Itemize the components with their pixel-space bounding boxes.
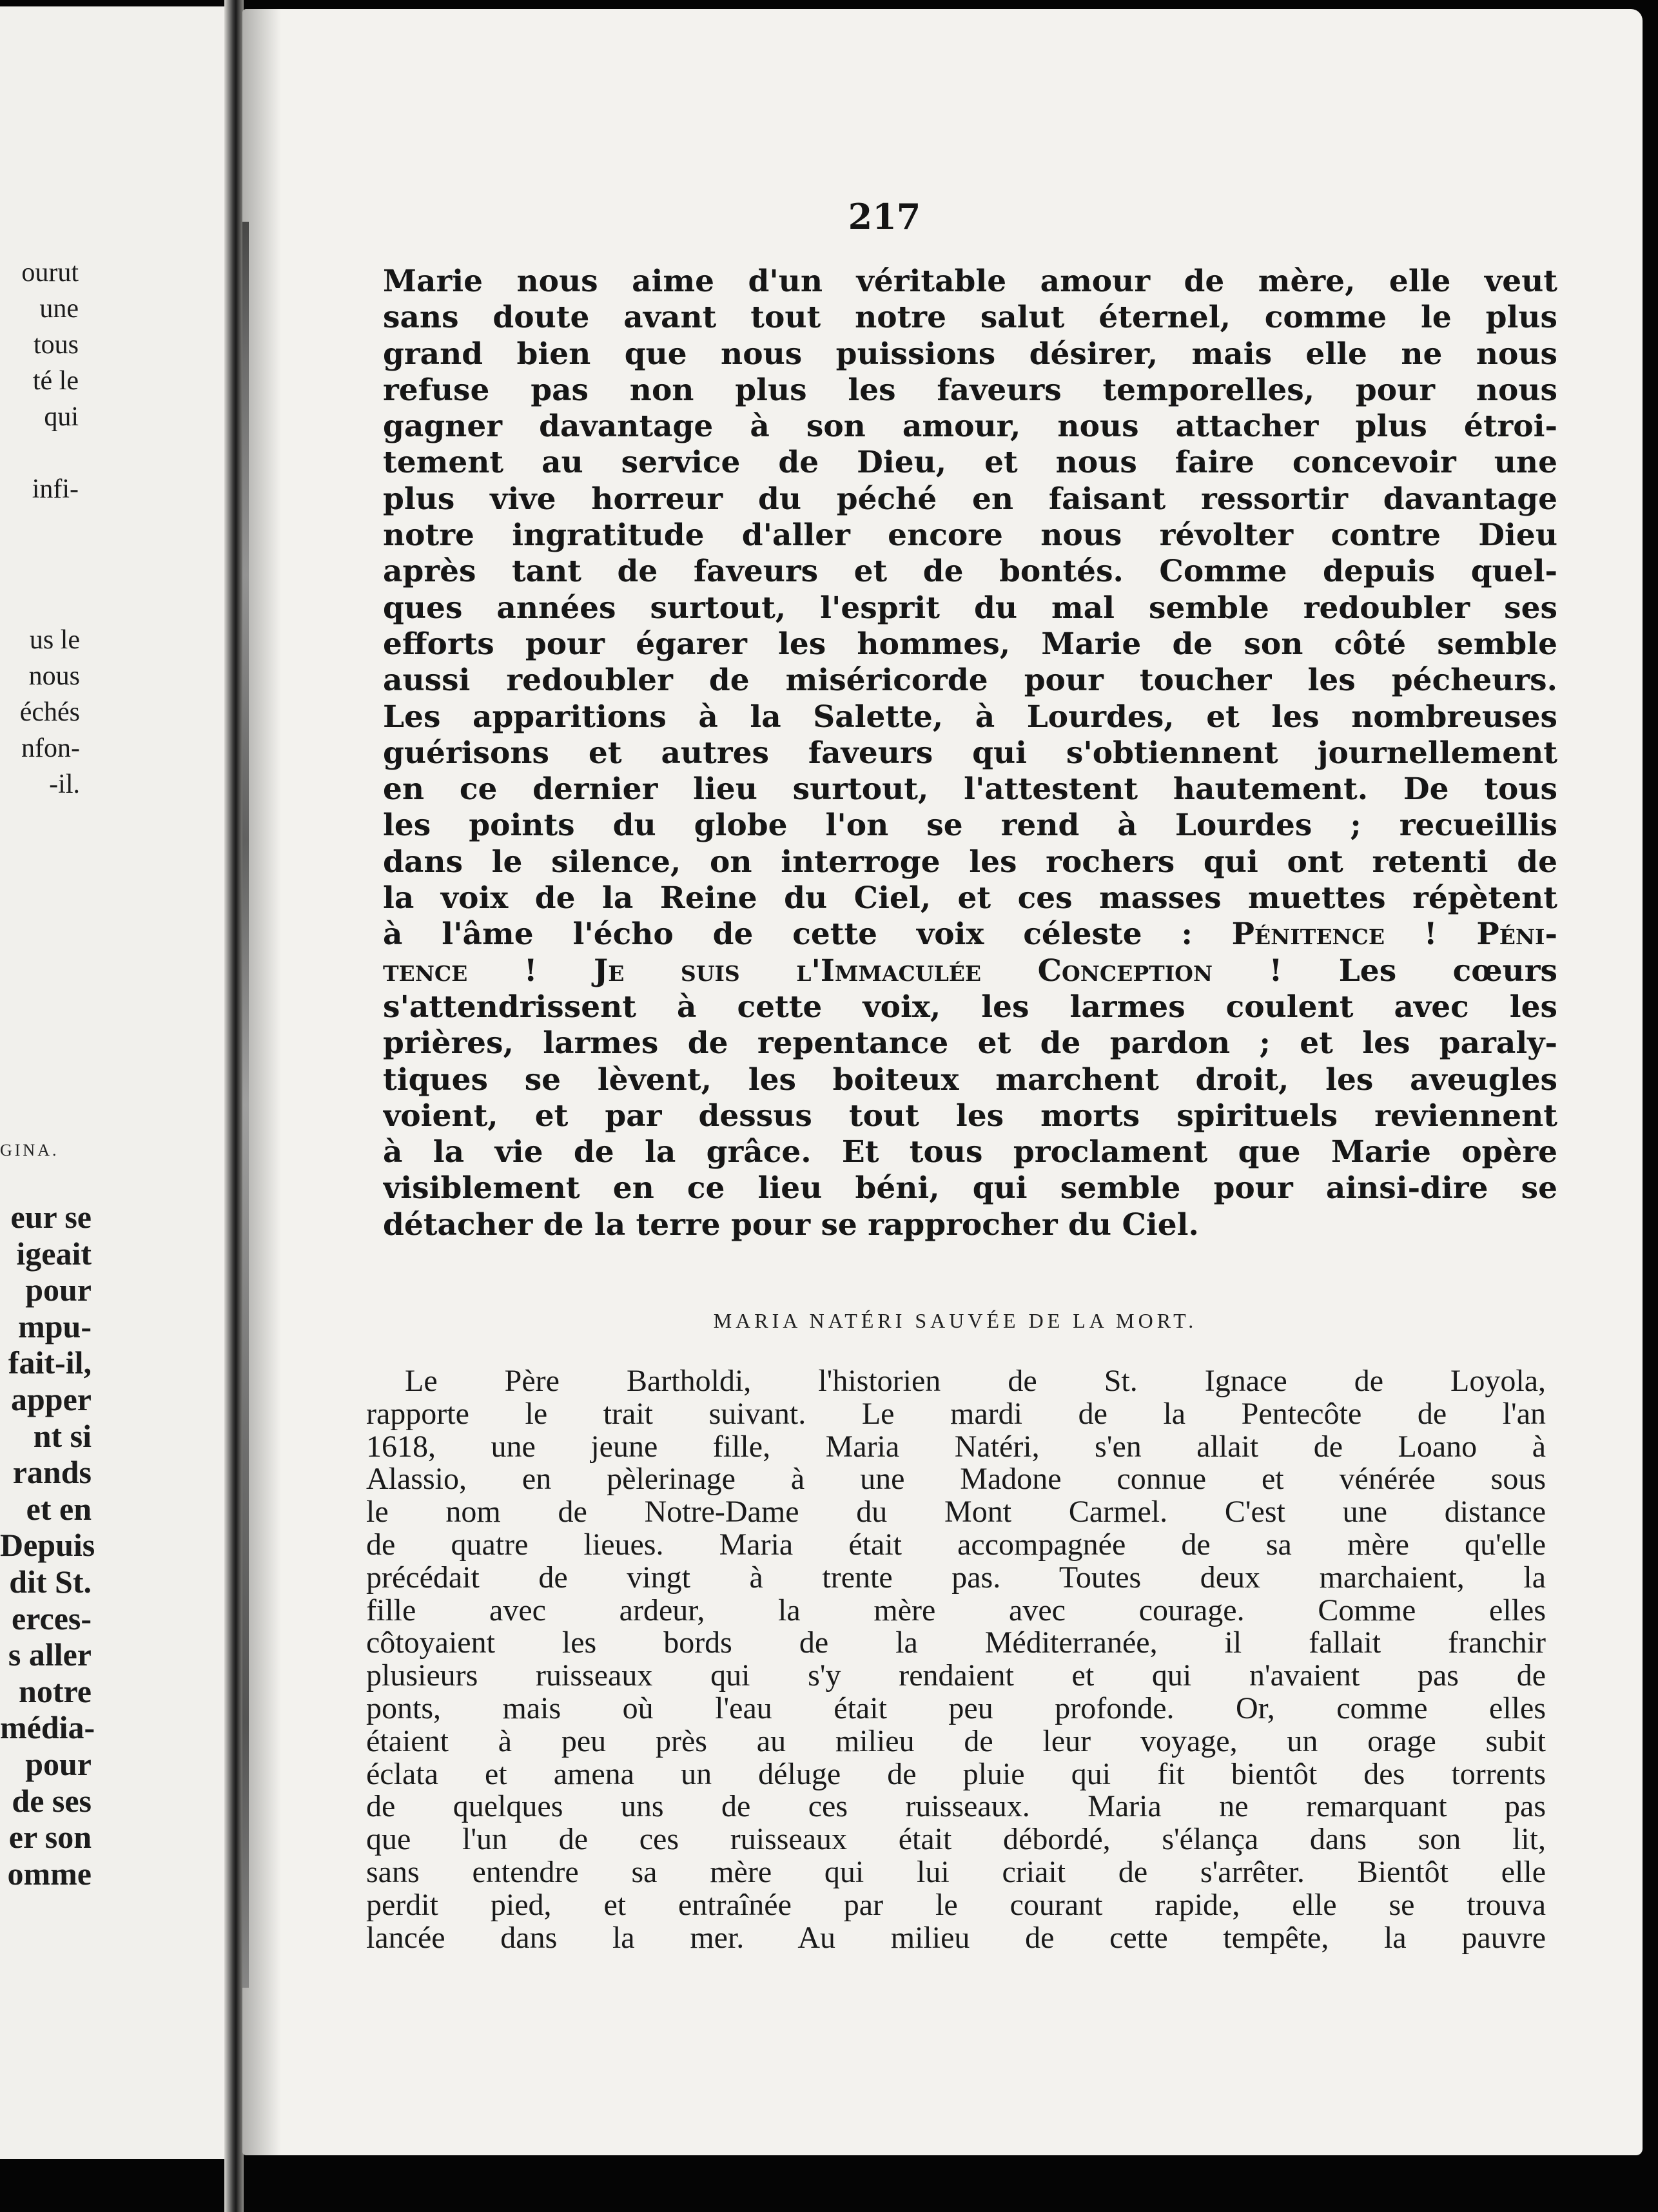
text-segment: Les cœurs bbox=[1282, 953, 1557, 989]
text-line bbox=[383, 699, 1557, 735]
facing-page-line: pour bbox=[25, 1745, 92, 1782]
text-segment: efforts pour égarer les hommes, Marie de son côté semble bbox=[383, 626, 1557, 662]
text-segment: les points du globe l'on se rend à Lourdes ; recueillis bbox=[383, 808, 1557, 844]
text-line bbox=[383, 1062, 1557, 1098]
text-line bbox=[383, 735, 1557, 771]
text-segment: détacher de la terre pour se rapprocher du Ciel. bbox=[383, 1207, 1199, 1243]
small-caps-text: Pénitence ! Péni- bbox=[1231, 917, 1557, 953]
facing-page-line: rands bbox=[12, 1454, 92, 1491]
facing-page-line: nt si bbox=[33, 1417, 92, 1454]
text-line bbox=[383, 808, 1557, 844]
text-line bbox=[383, 300, 1557, 336]
text-line bbox=[383, 844, 1557, 880]
facing-page-line: eur se bbox=[10, 1199, 92, 1235]
facing-page-line: fait-il, bbox=[8, 1344, 92, 1381]
text-line bbox=[383, 481, 1557, 518]
text-segment: grand bien que nous puissions désirer, mais elle ne nous bbox=[383, 336, 1557, 372]
facing-page-line: média- bbox=[0, 1709, 95, 1746]
text-line: 1618, une jeune fille, Maria Natéri, s'en allait de Loano à bbox=[366, 1430, 1546, 1464]
text-line bbox=[383, 917, 1557, 953]
facing-page-line: tous bbox=[33, 330, 79, 360]
text-line bbox=[383, 953, 1557, 989]
facing-page-line: er son bbox=[8, 1819, 92, 1856]
facing-page-line: dit St. bbox=[9, 1563, 92, 1600]
facing-page-line: ourut bbox=[21, 258, 79, 287]
facing-page-line: mpu- bbox=[18, 1308, 92, 1344]
text-segment: Marie nous aime d'un véritable amour de mère, elle veut bbox=[383, 264, 1557, 299]
facing-page-line: et en bbox=[26, 1490, 92, 1527]
facing-page-line: s aller bbox=[8, 1636, 92, 1673]
facing-page-fragment bbox=[0, 6, 226, 2159]
text-segment: voient, et par dessus tout les morts spirituels reviennent bbox=[383, 1098, 1557, 1134]
text-segment: à l'âme l'écho de cette voix céleste : bbox=[383, 917, 1232, 953]
text-line: côtoyaient les bords de la Méditerranée, il fallait franchir bbox=[366, 1627, 1546, 1660]
text-segment: dans le silence, on interroge les rochers qui ont retenti de bbox=[383, 844, 1557, 880]
facing-page-line: erces- bbox=[12, 1600, 92, 1636]
text-line: sans entendre sa mère qui lui criait de s'arrêter. Bientôt elle bbox=[366, 1856, 1546, 1889]
text-line bbox=[383, 626, 1557, 663]
book-gutter bbox=[224, 0, 244, 2212]
main-page bbox=[242, 9, 1643, 2155]
text-line bbox=[383, 409, 1557, 445]
facing-page-line: nous bbox=[28, 661, 80, 691]
facing-page-line: infi- bbox=[32, 474, 79, 504]
text-line: éclata et amena un déluge de pluie qui fit bientôt des torrents bbox=[366, 1758, 1546, 1791]
text-line: précédait de vingt à trente pas. Toutes deux marchaient, la bbox=[366, 1561, 1546, 1595]
text-segment: sans doute avant tout notre salut éternel, comme le plus bbox=[383, 300, 1557, 336]
text-line bbox=[383, 590, 1557, 626]
paragraph-maria-nateri bbox=[366, 1365, 1546, 1954]
text-line bbox=[383, 1098, 1557, 1134]
facing-page-line: omme bbox=[7, 1855, 92, 1892]
text-line bbox=[383, 880, 1557, 917]
facing-page-line: échés bbox=[19, 697, 80, 727]
text-line: le nom de Notre-Dame du Mont Carmel. C'est une distance bbox=[366, 1496, 1546, 1529]
facing-page-line: -il. bbox=[49, 770, 80, 799]
text-line bbox=[383, 554, 1557, 590]
text-segment: refuse pas non plus les faveurs temporelles, pour nous bbox=[383, 372, 1557, 408]
text-line bbox=[383, 1025, 1557, 1062]
text-line: ponts, mais où l'eau était peu profonde. Or, comme elles bbox=[366, 1692, 1546, 1725]
text-line bbox=[383, 989, 1557, 1025]
facing-page-line: igeait bbox=[16, 1235, 92, 1272]
text-line: que l'un de ces ruisseaux était débordé, s'élança dans son lit, bbox=[366, 1823, 1546, 1856]
text-segment: plus vive horreur du péché en faisant ressortir davantage bbox=[383, 481, 1557, 517]
text-line: perdit pied, et entraînée par le courant rapide, elle se trouva bbox=[366, 1888, 1546, 1922]
facing-page-text-block-middle bbox=[0, 622, 80, 802]
page-number: 217 bbox=[848, 196, 921, 237]
facing-page-line: une bbox=[39, 294, 79, 324]
text-line bbox=[383, 518, 1557, 554]
text-segment: tement au service de Dieu, et nous faire concevoir une bbox=[383, 445, 1557, 481]
text-segment: à la vie de la grâce. Et tous proclament que Marie opère bbox=[383, 1134, 1557, 1170]
facing-page-text-block-top bbox=[0, 255, 79, 507]
text-segment: visiblement en ce lieu béni, qui semble pour ainsi-dire se bbox=[383, 1170, 1557, 1207]
text-segment: gagner davantage à son amour, nous attacher plus étroi- bbox=[383, 409, 1557, 445]
text-line bbox=[383, 1134, 1557, 1170]
text-line: de quatre lieues. Maria était accompagnée de sa mère qu'elle bbox=[366, 1528, 1546, 1562]
text-line: plusieurs ruisseaux qui s'y rendaient et qui n'avaient pas de bbox=[366, 1660, 1546, 1693]
facing-page-line: Depuis bbox=[0, 1527, 95, 1564]
text-line: Alassio, en pèlerinage à une Madone connue et vénérée sous bbox=[366, 1463, 1546, 1497]
text-line bbox=[383, 663, 1557, 699]
text-segment: guérisons et autres faveurs qui s'obtiennent journellement bbox=[383, 735, 1557, 771]
section-heading: MARIA NATÉRI SAUVÉE DE LA MORT. bbox=[713, 1309, 1198, 1332]
text-line bbox=[383, 1207, 1557, 1243]
facing-page-line: de ses bbox=[12, 1782, 92, 1819]
text-segment: après tant de faveurs et de bontés. Comme depuis quel- bbox=[383, 554, 1557, 590]
text-line bbox=[383, 336, 1557, 373]
text-line: lancée dans la mer. Au milieu de cette tempête, la pauvre bbox=[366, 1921, 1546, 1955]
text-line: de quelques uns de ces ruisseaux. Maria ne remarquant pas bbox=[366, 1790, 1546, 1824]
paragraph-marie bbox=[383, 264, 1557, 1243]
facing-page-line: notre bbox=[19, 1673, 92, 1709]
facing-page-line: apper bbox=[11, 1381, 92, 1417]
text-segment: aussi redoubler de miséricorde pour toucher les pécheurs. bbox=[383, 663, 1557, 699]
text-line bbox=[383, 373, 1557, 409]
facing-page-caption: GINA. bbox=[0, 1141, 59, 1159]
small-caps-text: tence ! Je suis l'Immaculée Conception ! bbox=[383, 953, 1283, 989]
text-line: étaient à peu près au milieu de leur voyage, un orage subit bbox=[366, 1725, 1546, 1758]
text-line: rapporte le trait suivant. Le mardi de la Pentecôte de l'an bbox=[366, 1397, 1546, 1431]
facing-page-line: té le bbox=[32, 366, 79, 396]
text-segment: ques années surtout, l'esprit du mal semble redoubler ses bbox=[383, 590, 1557, 626]
text-segment: Les apparitions à la Salette, à Lourdes, et les nombreuses bbox=[383, 699, 1557, 735]
binding-mark bbox=[242, 222, 249, 1988]
facing-page-text-block-bottom bbox=[0, 1199, 95, 1892]
text-line bbox=[383, 445, 1557, 481]
text-segment: prières, larmes de repentance et de pardon ; et les paraly- bbox=[383, 1025, 1557, 1062]
facing-page-line bbox=[0, 435, 79, 471]
text-segment: s'attendrissent à cette voix, les larmes coulent avec les bbox=[383, 989, 1557, 1025]
text-line bbox=[383, 771, 1557, 808]
facing-page-line: us le bbox=[29, 625, 80, 655]
text-segment: la voix de la Reine du Ciel, et ces masses muettes répètent bbox=[383, 880, 1557, 917]
facing-page-line: pour bbox=[25, 1272, 92, 1308]
text-line: fille avec ardeur, la mère avec courage. Comme elles bbox=[366, 1594, 1546, 1627]
facing-page-line: qui bbox=[44, 402, 79, 432]
text-segment: en ce dernier lieu surtout, l'attestent hautement. De tous bbox=[383, 771, 1557, 808]
text-line bbox=[383, 1170, 1557, 1207]
text-line bbox=[383, 264, 1557, 300]
text-segment: notre ingratitude d'aller encore nous révolter contre Dieu bbox=[383, 518, 1557, 554]
text-segment: tiques se lèvent, les boiteux marchent droit, les aveugles bbox=[383, 1062, 1557, 1098]
facing-page-line: nfon- bbox=[21, 733, 80, 763]
text-line: Le Père Bartholdi, l'historien de St. Ignace de Loyola, bbox=[405, 1365, 1546, 1398]
